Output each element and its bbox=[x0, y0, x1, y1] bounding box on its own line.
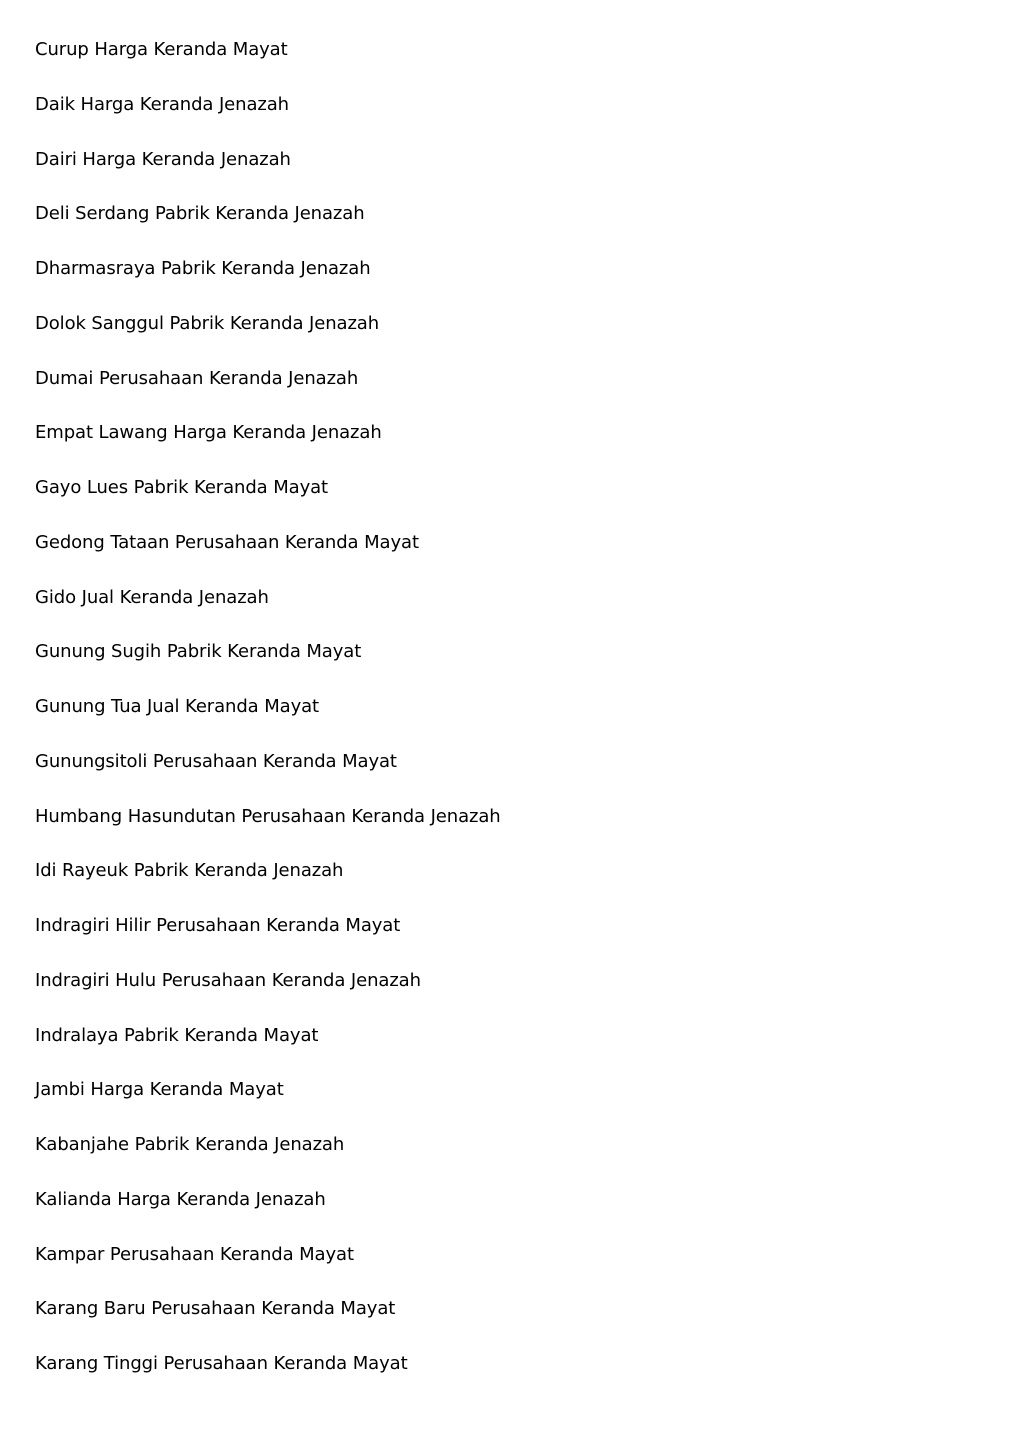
entry-link[interactable]: Indragiri Hilir Perusahaan Keranda Mayat bbox=[35, 915, 401, 936]
entry-link[interactable]: Dumai Perusahaan Keranda Jenazah bbox=[35, 367, 359, 389]
entry-link[interactable]: Indragiri Hulu Perusahaan Keranda Jenazah bbox=[35, 969, 421, 991]
list-item bbox=[35, 37, 501, 92]
list-item bbox=[35, 749, 501, 804]
list-item bbox=[35, 585, 501, 640]
list-item bbox=[35, 804, 501, 859]
entry-link[interactable]: Gayo Lues Pabrik Keranda Mayat bbox=[35, 477, 329, 498]
list-item bbox=[35, 1351, 501, 1406]
list-item bbox=[35, 147, 501, 202]
list-item bbox=[35, 639, 501, 694]
list-item bbox=[35, 92, 501, 147]
entry-link[interactable]: Karang Baru Perusahaan Keranda Mayat bbox=[35, 1298, 396, 1320]
list-item bbox=[35, 1296, 501, 1351]
entry-link[interactable]: Curup Harga Keranda Mayat bbox=[35, 39, 288, 60]
list-item bbox=[35, 1132, 501, 1187]
entry-link[interactable]: Gedong Tataan Perusahaan Keranda Mayat bbox=[35, 531, 419, 553]
entry-link[interactable]: Humbang Hasundutan Perusahaan Keranda Jenazah bbox=[35, 805, 501, 827]
list-item bbox=[35, 968, 501, 1023]
list-item bbox=[35, 420, 501, 475]
list-item bbox=[35, 913, 501, 968]
list-item bbox=[35, 858, 501, 913]
entry-link[interactable]: Indralaya Pabrik Keranda Mayat bbox=[35, 1024, 319, 1046]
entry-list bbox=[35, 37, 501, 1406]
entry-link[interactable]: Daik Harga Keranda Jenazah bbox=[35, 93, 289, 115]
list-item bbox=[35, 366, 501, 421]
list-item bbox=[35, 530, 501, 585]
list-item bbox=[35, 1187, 501, 1242]
list-item bbox=[35, 256, 501, 311]
list-item bbox=[35, 1023, 501, 1078]
list-item bbox=[35, 694, 501, 749]
entry-link[interactable]: Dolok Sanggul Pabrik Keranda Jenazah bbox=[35, 312, 380, 334]
entry-link[interactable]: Gido Jual Keranda Jenazah bbox=[35, 586, 269, 608]
entry-link[interactable]: Kalianda Harga Keranda Jenazah bbox=[35, 1188, 326, 1210]
list-item bbox=[35, 1242, 501, 1297]
list-item bbox=[35, 311, 501, 366]
list-item bbox=[35, 475, 501, 530]
entry-link[interactable]: Dairi Harga Keranda Jenazah bbox=[35, 148, 291, 170]
entry-link[interactable]: Empat Lawang Harga Keranda Jenazah bbox=[35, 422, 382, 444]
entry-link[interactable]: Jambi Harga Keranda Mayat bbox=[35, 1079, 284, 1101]
entry-link[interactable]: Kabanjahe Pabrik Keranda Jenazah bbox=[35, 1134, 345, 1155]
entry-link[interactable]: Kampar Perusahaan Keranda Mayat bbox=[35, 1243, 354, 1265]
list-item bbox=[35, 201, 501, 256]
entry-link[interactable]: Gunung Tua Jual Keranda Mayat bbox=[35, 696, 320, 717]
entry-link[interactable]: Dharmasraya Pabrik Keranda Jenazah bbox=[35, 258, 371, 279]
entry-link[interactable]: Deli Serdang Pabrik Keranda Jenazah bbox=[35, 203, 365, 225]
entry-link[interactable]: Gunung Sugih Pabrik Keranda Mayat bbox=[35, 641, 362, 663]
entry-link[interactable]: Gunungsitoli Perusahaan Keranda Mayat bbox=[35, 750, 397, 772]
list-item bbox=[35, 1077, 501, 1132]
entry-link[interactable]: Karang Tinggi Perusahaan Keranda Mayat bbox=[35, 1353, 408, 1374]
entry-link[interactable]: Idi Rayeuk Pabrik Keranda Jenazah bbox=[35, 860, 344, 882]
